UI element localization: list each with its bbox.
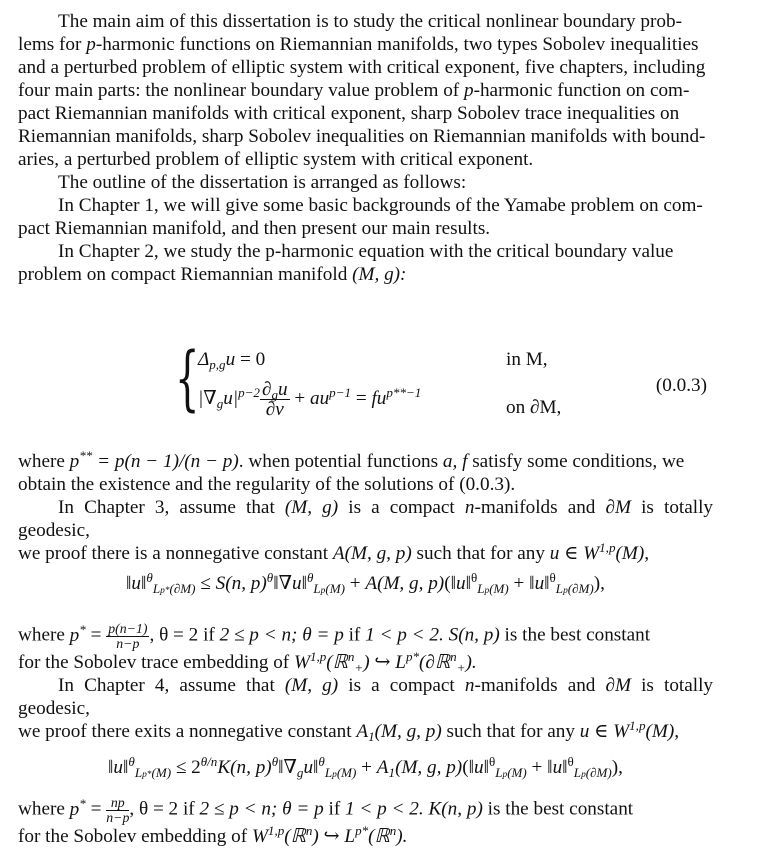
chapter2-continuation [18, 447, 714, 565]
text-line: aries, a perturbed problem of elliptic system with critical exponent. [18, 149, 534, 171]
text-line: and a perturbed problem of elliptic system with critical exponent, five chapters, including [18, 57, 706, 79]
left-brace: { [175, 337, 200, 419]
fraction: $\frac{\partial_gu}{\partial\nu}$ [261, 379, 288, 421]
fraction: $\frac{np}{n-p}$ [106, 795, 130, 825]
equation-condition-1: in M, [506, 349, 548, 370]
text-line: where p* = $\frac{np}{n-p}$ , θ = 2 if 2 ≤ p < n; θ = p if 1 < p < 2. K(n, p) is the best constant [18, 795, 634, 825]
equation-row-2: $|\nabla_gu|^{p-2}$ $\frac{\partial_gu}{\partial\nu}$ + $au^{p-1} = fu^{p**-1}$ [198, 379, 422, 421]
chapter3-line: we proof there is a nonnegative constant A(M, g, p) such that for any u ∈ W$^{1,p}$(M), [18, 539, 650, 565]
equation-row-1: $\Delta_{p,g}u = 0$ [198, 349, 266, 372]
text-line: for the Sobolev trace embedding of W$^{1,p}$(ℝ$^n_+$) ↪ $L^{p*}(\partial ℝ^n_+)$. [18, 648, 477, 675]
chapter3-line: In Chapter 3, assume that (M, g) is a compact n-manifolds and ∂M is totally geodesic, [18, 497, 714, 542]
chapter3-definitions [18, 622, 713, 743]
intro-paragraph [18, 10, 713, 286]
text-line: where p** = p(n − 1)/(n − p). when potential functions a, f satisfy some conditions, we [18, 447, 685, 472]
chapter2-line: problem on compact Riemannian manifold (M, g): [18, 264, 407, 286]
outline-line: The outline of the dissertation is arranged as follows: [58, 172, 467, 194]
chapter2-line: In Chapter 2, we study the p-harmonic equation with the critical boundary value [58, 241, 674, 263]
chapter1-line: In Chapter 1, we will give some basic backgrounds of the Yamabe problem on com- [58, 195, 703, 217]
sobolev-inequality: ‖u‖$^\theta_{Lp*(M)}$ ≤ $2^{\theta/n}K(n$, $p)^\theta‖\nabla_gu‖^\theta_{Lp(M)} + A_1(M$, g, p)(‖u‖$^\theta_{Lp(M)}$ + ‖u‖$^\theta_{Lp(\partial M)}$), [108, 753, 623, 780]
text-line: four main parts: the nonlinear boundary value problem of p-harmonic function on com- [18, 80, 690, 102]
equation-condition-2: on ∂M, [506, 397, 562, 418]
chapter4-line: we proof there exits a nonnegative constant $A_1(M$, g, p) such that for any u ∈ W$^{1,p}$(M), [18, 717, 680, 744]
fraction: $\frac{p(n-1)}{n-p}$ [108, 621, 148, 651]
text-line: obtain the existence and the regularity of the solutions of (0.0.3). [18, 474, 516, 496]
chapter1-line: pact Riemannian manifold, and then present our main results. [18, 218, 491, 240]
equation-system [18, 338, 713, 438]
trace-inequality: ‖u‖$^\theta_{Lp*(\partial M)}$ ≤ S(n, p)$^\theta$‖∇u‖$^\theta_{Lp(M)}$ + A(M, g, p)(‖u‖$^\theta_{Lp(M)}$ + ‖u‖$^\theta_{Lp(\partial M)}$), [126, 569, 605, 596]
equation-number: (0.0.3) [655, 375, 707, 396]
text-line: pact Riemannian manifolds with critical exponent, sharp Sobolev trace inequalities on [18, 103, 680, 125]
text-line: The main aim of this dissertation is to study the critical nonlinear boundary prob- [58, 11, 682, 32]
text-line: where p* = $\frac{p(n-1)}{n-p}$ , θ = 2 if 2 ≤ p < n; θ = p if 1 < p < 2. S(n, p) is the best constant [18, 621, 651, 651]
text-line: for the Sobolev embedding of W$^{1,p}$(ℝ$^n$) ↪ $L^{p*}(ℝ^n)$. [18, 822, 408, 847]
chapter4-definitions [18, 796, 713, 848]
text-line: Riemannian manifolds, sharp Sobolev inequalities on Riemannian manifolds with bound- [18, 126, 706, 148]
chapter4-line: In Chapter 4, assume that (M, g) is a compact n-manifolds and ∂M is totally geodesic, [18, 674, 714, 719]
text-line: lems for p-harmonic functions on Riemannian manifolds, two types Sobolev inequalities [18, 34, 699, 56]
